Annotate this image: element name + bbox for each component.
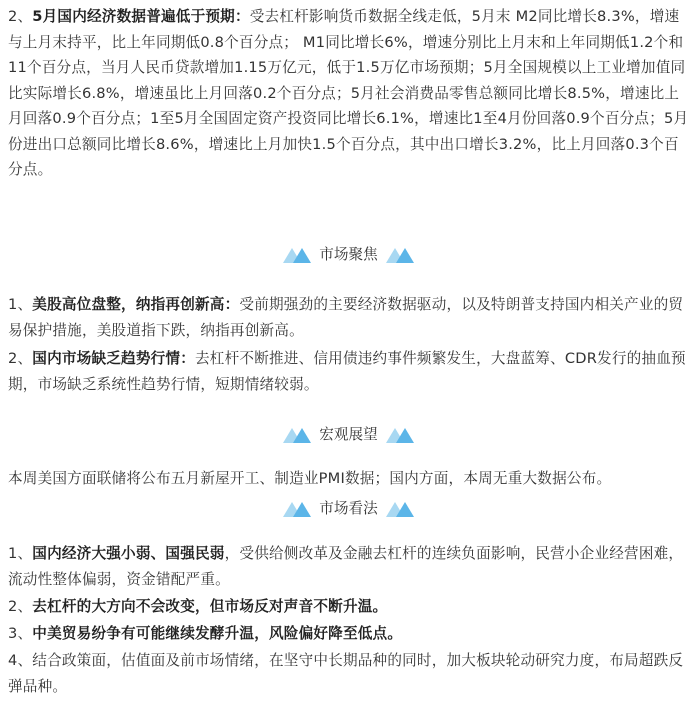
item-body: 本周美国方面联储将公布五月新屋开工、制造业PMI数据；国内方面，本周无重大数据公布。 [8,470,612,487]
macro-outlook-paragraph [8,466,690,492]
item-body: 结合政策面，估值面及前市场情绪，在坚守中长期品种的同时，加大板块轮动研究力度，布局超跌反弹品种。 [8,652,684,695]
item-number: 1、 [8,296,33,313]
item-number: 4、 [8,652,33,669]
item-body: 受去杠杆影响货币数据全线走低，5月末 M2同比增长8.3%，增速与上月末持平，比上年同期低0.8个百分点； M1同比增长6%，增速分别比上月末和上年同期低1.2个和11个百分点，当月人民币贷款增加1.15万亿元，低于1.5万亿市场预期；5月全国规模以上工业增加值同比实际增长6.8%，增速虽比上月回落0.2个百分点；5月社会消费品零售总额同比增长8.5%，增速比上月回落0.9个百分点；1至5月全国固定资产投资同比增长6.1%，增速比1至4月份回落0.9个百分点；5月份进出口总额同比增长8.6%，增速比上月加快1.5个百分点，其中出口增长3.2%，比上月回落0.3个百分点。 [8,8,689,178]
section-heading-market-focus [0,243,697,267]
double-triangle-icon [283,246,311,264]
double-triangle-icon [386,426,414,444]
double-triangle-icon [283,426,311,444]
section-title: 市场聚焦 [319,246,378,264]
section-title: 市场看法 [319,500,378,518]
item-number: 2、 [8,350,33,367]
list-item [8,594,690,620]
double-triangle-icon [386,246,414,264]
section-heading-market-view [0,497,697,521]
section-title: 宏观展望 [319,426,378,444]
item-body: ，受供给侧改革及金融去杠杆的连续负面影响，民营小企业经营困难，流动性整体偏弱，资金错配严重。 [8,545,684,588]
list-item [8,648,690,699]
item-title: 5月国内经济数据普遍低于预期： [32,8,250,25]
item-number: 2、 [8,598,33,615]
item-title: 美股高位盘整，纳指再创新高： [32,296,240,313]
item-body: 受前期强劲的主要经济数据驱动，以及特朗普支持国内相关产业的贸易保护措施，美股道指下跌，纳指再创新高。 [8,296,684,339]
section-heading-macro-outlook [0,423,697,447]
list-item [8,346,690,397]
item-title: 去杠杆的大方向不会改变，但市场反对声音不断升温。 [32,598,388,615]
item-number: 1、 [8,545,33,562]
list-item [8,292,690,343]
item-body: 去杠杆不断推进、信用债违约事件频繁发生，大盘蓝筹、CDR发行的抽血预期，市场缺乏系统性趋势行情，短期情绪较弱。 [8,350,686,393]
economic-data-paragraph [8,4,690,183]
item-title: 国内市场缺乏趋势行情： [32,350,196,367]
list-item [8,621,690,647]
item-number: 3、 [8,625,33,642]
double-triangle-icon [386,500,414,518]
item-number: 2、 [8,8,33,25]
list-item [8,541,690,592]
item-title: 中美贸易纷争有可能继续发酵升温，风险偏好降至低点。 [32,625,403,642]
item-title: 国内经济大强小弱、国强民弱 [32,545,225,562]
double-triangle-icon [283,500,311,518]
